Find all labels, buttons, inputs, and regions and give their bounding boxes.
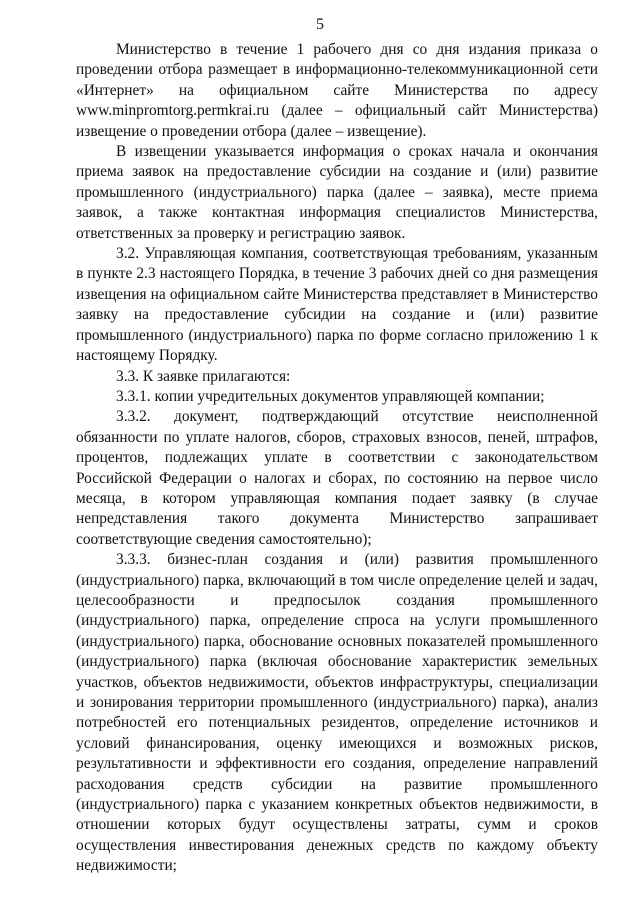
paragraph-announcement-placement: Министерство в течение 1 рабочего дня со дня издания приказа о проведении отбора размещает в информационно-телекоммуникационной сети «Интернет» на официальном сайте Министерства по адресу www.minpromtorg.permkrai.ru (далее – официальный сайт Министерства) извещение о проведении отбора (далее – извещение). [76, 41, 598, 140]
paragraph-3-3: 3.3. К заявке прилагаются: [116, 367, 291, 385]
paragraph-3-3-2: 3.3.2. документ, подтверждающий отсутствие неисполненной обязанности по уплате налогов, сборов, страховых взносов, пеней, штрафов, процентов, подлежащих уплате в соответствии с законодательством Российской Федерации о налогах и сборах, по состоянию на первое число месяца, в котором управляющая компания подает заявку (в случае непредставления такого документа Министерство запрашивает соответствующие сведения самостоятельно); [76, 408, 598, 548]
paragraph-3-3-1: 3.3.1. копии учредительных документов управляющей компании; [116, 387, 545, 405]
paragraph-3-3-3: 3.3.3. бизнес-план создания и (или) развития промышленного (индустриального) парка, включающий в том числе определение целей и задач, целесообразности и предпосылок создания промышленного (индустриального) парка, определение спроса на услуги промышленного (индустриального) парка, обоснование основных показателей промышленного (индустриального) парка (включая обоснование характеристик земельных участков, объектов недвижимости, объектов инфраструктуры, специализации и зонирования территории промышленного (индустриального) парка), анализ потребностей его потенциальных резидентов, определение источников и условий финансирования, оценку имеющихся и возможных рисков, результативности и эффективности его создания, определение направлений расходования средств субсидии на развитие промышленного (индустриального) парка с указанием конкретных объектов недвижимости, в отношении которых будут осуществлены затраты, сумм и сроков осуществления инвестирования денежных средств по каждому объекту недвижимости; [76, 551, 598, 875]
paragraph-announcement-contents: В извещении указывается информация о сроках начала и окончания приема заявок на предоставление субсидии на создание и (или) развитие промышленного (индустриального) парка (далее – заявка), месте приема заявок, а также контактная информация специалистов Министерства, ответственных за проверку и регистрацию заявок. [76, 143, 598, 242]
page-number: 5 [316, 16, 324, 33]
document-body [76, 40, 598, 877]
paragraph-3-2: 3.2. Управляющая компания, соответствующая требованиям, указанным в пункте 2.3 настоящего Порядка, в течение 3 рабочих дней со дня размещения извещения на официальном сайте Министерства представляет в Министерство заявку на предоставление субсидии на создание и (или) развитие промышленного (индустриального) парка по форме согласно приложению 1 к настоящему Порядку. [76, 245, 598, 365]
